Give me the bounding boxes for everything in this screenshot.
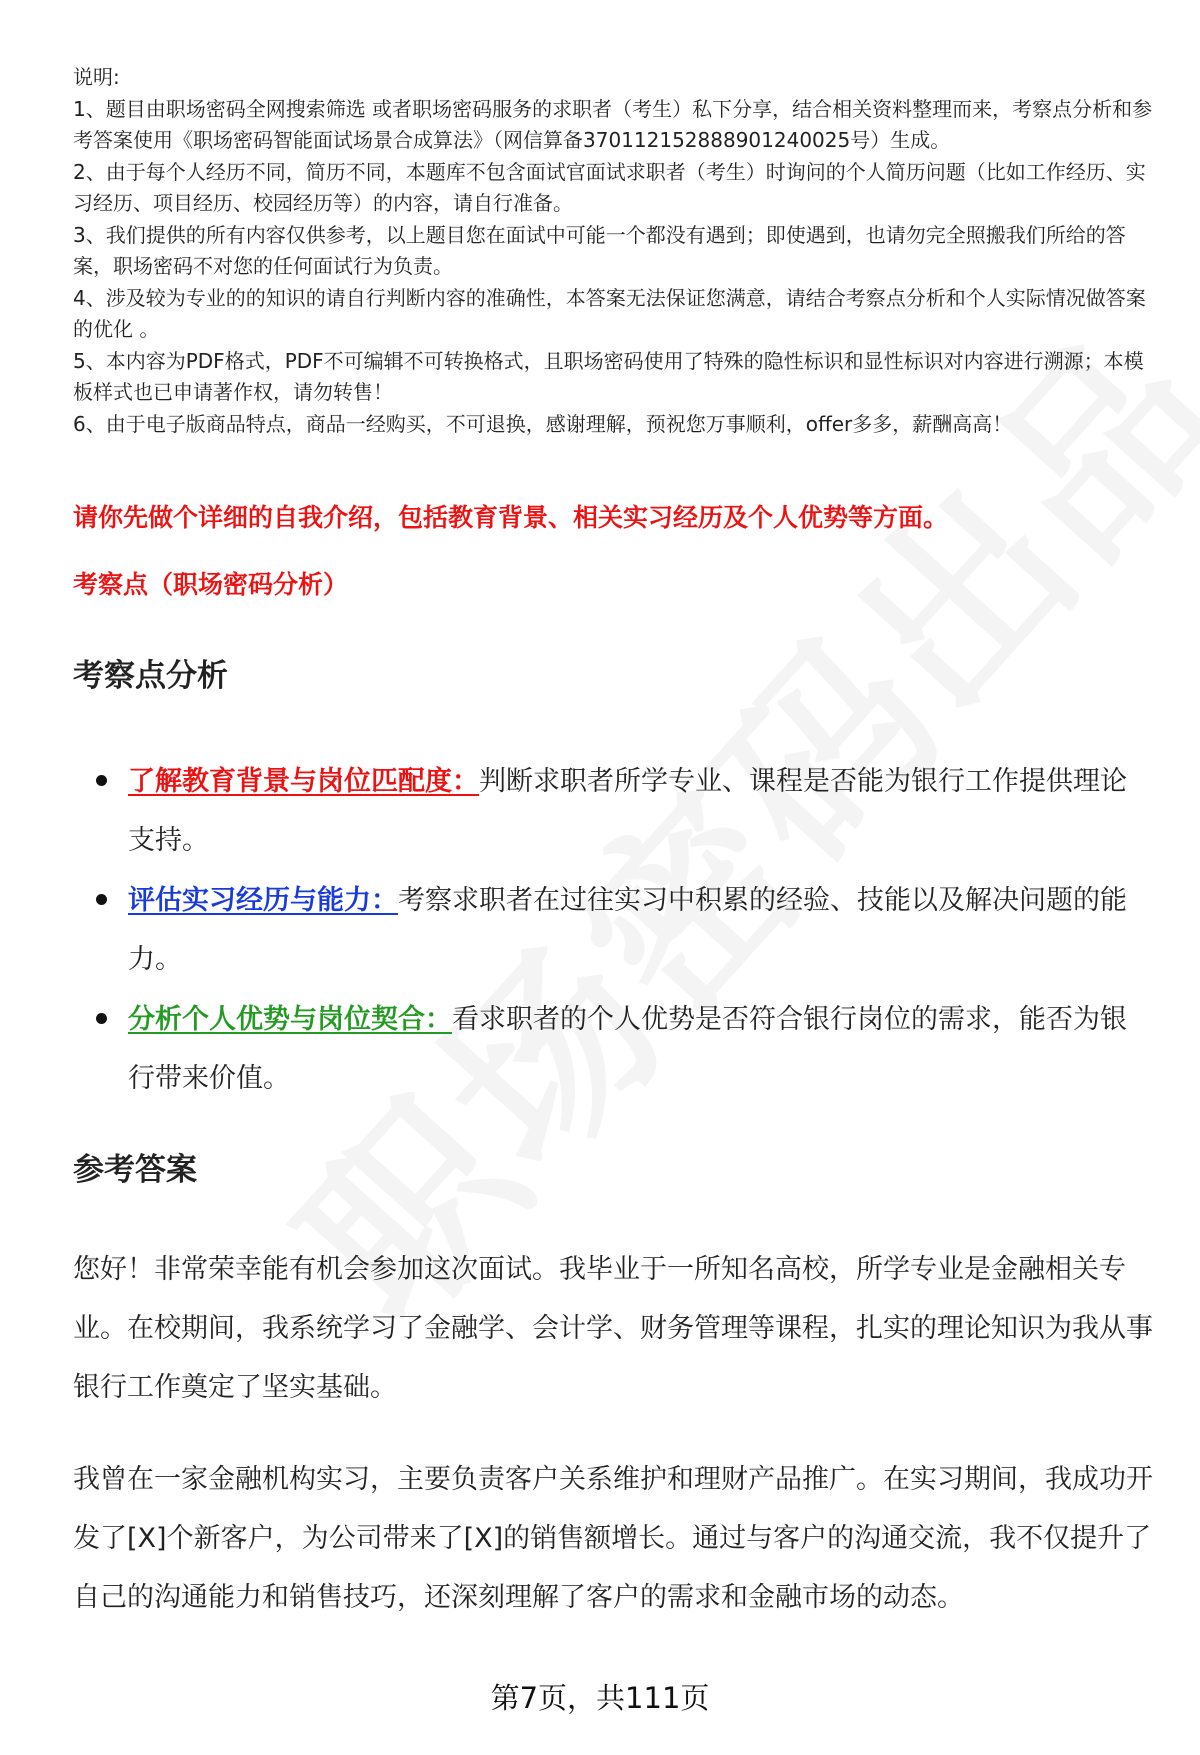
answer-paragraph: 您好！非常荣幸能有机会参加这次面试。我毕业于一所知名高校，所学专业是金融相关专业。在校期间，我系统学习了金融学、会计学、财务管理等课程，扎实的理论知识为我从事银行工作奠定了坚实基础。 — [73, 1254, 1153, 1403]
bullet-text: 考察求职者在过往实习中积累的经验、技能以及解决问题的能力。 — [128, 885, 1127, 975]
bullet-dot-icon — [96, 1013, 107, 1024]
analysis-bullet-list — [96, 752, 1146, 1109]
page-footer: 第7页，共111页 — [490, 1681, 710, 1715]
notes-item: 3、我们提供的所有内容仅供参考，以上题目您在面试中可能一个都没有遇到；即使遇到，也请勿完全照搬我们所给的答案，职场密码不对您的任何面试行为负责。 — [73, 222, 1126, 278]
analysis-bullet — [96, 990, 1146, 1108]
answer-paragraph: 我曾在一家金融机构实习，主要负责客户关系维护和理财产品推广。在实习期间，我成功开发了[X]个新客户，为公司带来了[X]的销售额增长。通过与客户的沟通交流，我不仅提升了自己的沟通能力和销售技巧，还深刻理解了客户的需求和金融市场的动态。 — [73, 1464, 1153, 1613]
bullet-key: 评估实习经历与能力： — [128, 885, 398, 916]
analysis-bullet — [96, 752, 1146, 870]
analysis-heading: 考察点分析 — [73, 658, 228, 694]
notes-title: 说明: — [73, 65, 120, 89]
bullet-dot-icon — [96, 894, 107, 905]
notes-item: 1、题目由职场密码全网搜索筛选 或者职场密码服务的求职者（考生）私下分享，结合相关资料整理而来，考察点分析和参考答案使用《职场密码智能面试场景合成算法》（网信算备370112152888901240025号）生成。 — [73, 96, 1153, 152]
answer-heading: 参考答案 — [73, 1152, 197, 1188]
interview-question: 请你先做个详细的自我介绍，包括教育背景、相关实习经历及个人优势等方面。 — [73, 503, 949, 532]
analysis-bullet — [96, 871, 1146, 989]
bullet-dot-icon — [96, 775, 107, 786]
notes-item: 4、涉及较为专业的的知识的请自行判断内容的准确性，本答案无法保证您满意，请结合考察点分析和个人实际情况做答案的优化 。 — [73, 285, 1146, 341]
bullet-key: 了解教育背景与岗位匹配度： — [128, 766, 479, 797]
disclaimer-notes — [73, 62, 1163, 440]
notes-item: 5、本内容为PDF格式，PDF不可编辑不可转换格式，且职场密码使用了特殊的隐性标识和显性标识对内容进行溯源；本模板样式也已申请著作权，请勿转售！ — [73, 348, 1144, 404]
bullet-key: 分析个人优势与岗位契合： — [128, 1004, 452, 1035]
bullet-text: 看求职者的个人优势是否符合银行岗位的需求，能否为银行带来价值。 — [128, 1004, 1127, 1094]
bullet-text: 判断求职者所学专业、课程是否能为银行工作提供理论支持。 — [128, 766, 1127, 856]
notes-item: 2、由于每个人经历不同，简历不同，本题库不包含面试官面试求职者（考生）时询问的个人简历问题（比如工作经历、实习经历、项目经历、校园经历等）的内容，请自行准备。 — [73, 159, 1146, 215]
notes-item: 6、由于电子版商品特点，商品一经购买，不可退换，感谢理解，预祝您万事顺利，offer多多，薪酬高高！ — [73, 411, 1013, 436]
exam-point-label: 考察点（职场密码分析） — [73, 570, 349, 599]
